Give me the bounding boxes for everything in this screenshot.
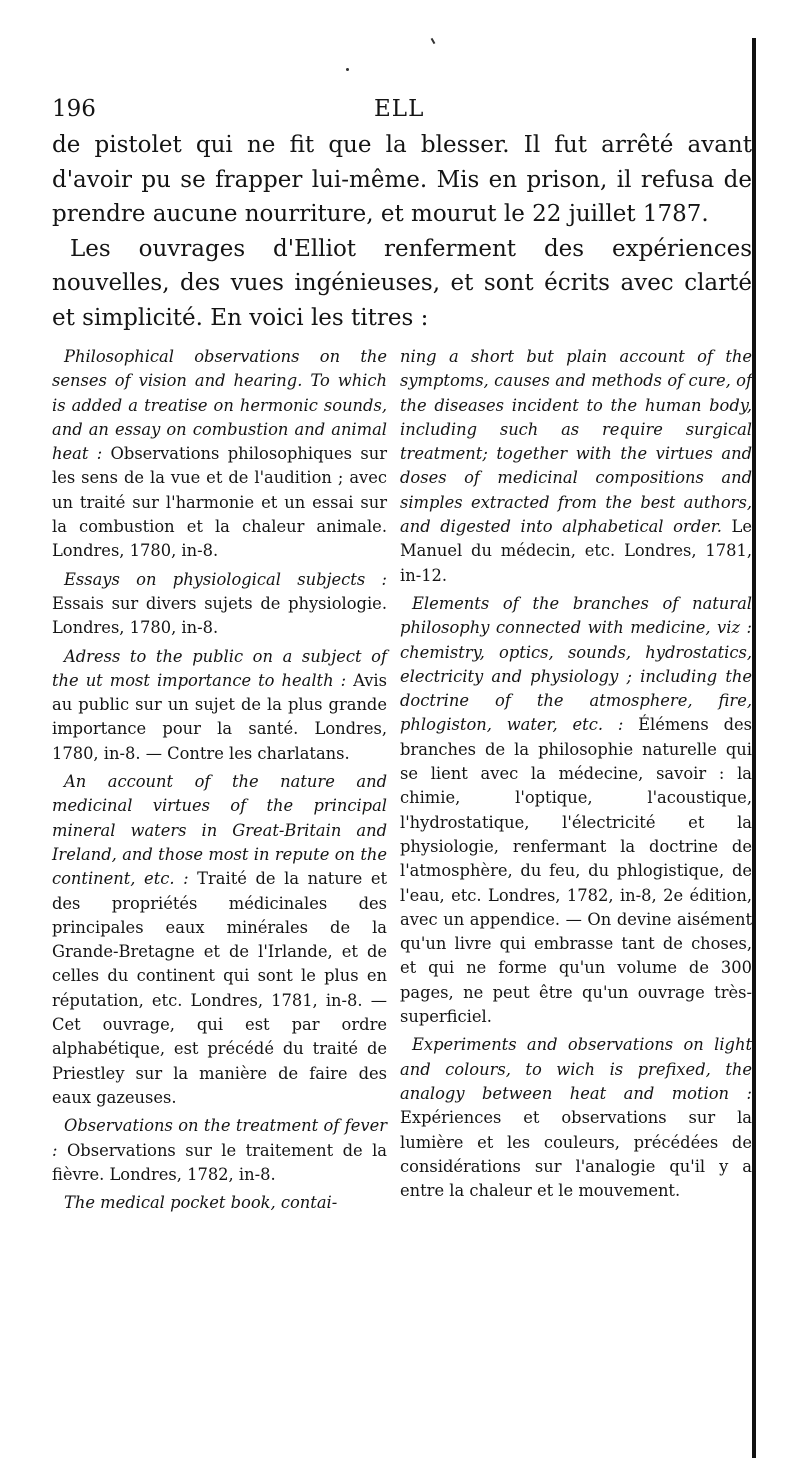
entry-text: Expériences et observations sur la lumière et les couleurs, précédées de considérations sur l'analogie qu'il y a entre la chaleur et le mouvement.	[400, 1108, 752, 1201]
bibliography-entry	[52, 1191, 387, 1215]
entry-title: ning a short but plain account of the symptoms, causes and methods of cure, of the diseases incident to the human body, including such as require surgical treatment; together with the virtues and doses of medicinal compositions and simples extracted from the best authors, and digested into alphabetical order.	[400, 347, 752, 537]
entry-text: Traité de la nature et des propriétés médicinales des principales eaux minérales de la Grande-Bretagne et de l'Irlande, et de celles du continent qui sont le plus en réputation, etc. Londres, 1781, in-8. — Cet ouvrage, qui est par ordre alphabétique, est précédé du traité de Priestley sur la manière de faire des eaux gazeuses.	[52, 869, 387, 1107]
intro-paragraph-2: Les ouvrages d'Elliot renferment des expériences nouvelles, des vues ingénieuses, et sont écrits avec clarté et simplicité. En voici les titres :	[52, 235, 752, 331]
bibliography-entry	[52, 1114, 387, 1187]
left-column	[52, 345, 387, 1219]
entry-text: Essais sur divers sujets de physiologie. Londres, 1780, in-8.	[52, 593, 387, 638]
bibliography-entry	[400, 592, 752, 1029]
entry-title: Observations on the treatment of fever :	[52, 1116, 387, 1160]
entry-title: Experiments and observations on light and colours, to wich is prefixed, the analogy between heat and motion :	[400, 1035, 752, 1103]
bibliography-entry	[52, 345, 387, 564]
entry-text: Avis au public sur un sujet de la plus grande importance pour la santé. Londres, 1780, in-8. — Contre les charlatans.	[52, 670, 387, 763]
entry-text: Observations sur le traitement de la fièvre. Londres, 1782, in-8.	[52, 1140, 387, 1184]
page-number: 196	[52, 96, 96, 122]
entry-text: Observations philosophiques sur les sens de la vue et de l'audition ; avec un traité sur l'harmonie et un essai sur la combustion et la chaleur animale. Londres, 1780, in-8.	[52, 444, 387, 561]
running-head	[52, 96, 752, 126]
entry-title: Essays on physiological subjects :	[64, 569, 387, 589]
entry-title: Philosophical observations on the senses of vision and hearing. To which is added a treatise on hermonic sounds, and an essay on combustion and animal heat :	[52, 347, 387, 464]
bibliography-entry	[52, 645, 387, 766]
intro-text	[52, 128, 752, 335]
page-edge-rule	[752, 38, 756, 1458]
print-speck	[431, 38, 436, 44]
entry-title: An account of the nature and medicinal virtues of the principal mineral waters in Great-Britain and Ireland, and those most in repute on the continent, etc. :	[52, 772, 387, 889]
entry-title: The medical pocket book, contai-	[64, 1193, 338, 1213]
right-column	[400, 345, 752, 1207]
bibliography-entry	[52, 568, 387, 641]
intro-paragraph-1: de pistolet qui ne fit que la blesser. Il fut arrêté avant d'avoir pu se frapper lui-même. Mis en prison, il refusa de prendre aucune nourriture, et mourut le 22 juillet 1787.	[52, 132, 752, 227]
entry-text: Élémens des branches de la philosophie naturelle qui se lient avec la médecine, savoir : la chimie, l'optique, l'acoustique, l'hydrostatique, l'électricité et la physiologie, renfermant la doctrine de l'atmosphère, du feu, du phlogistique, de l'eau, etc. Londres, 1782, in-8, 2e édition, avec un appendice. — On devine aisément qu'un livre qui embrasse tant de choses, et qui ne forme qu'un volume de 300 pages, ne peut être qu'un ouvrage très-superficiel.	[400, 715, 752, 1027]
print-speck	[346, 68, 349, 71]
bibliography-entry	[400, 1033, 752, 1203]
entry-text: Le Manuel du médecin, etc. Londres, 1781, in-12.	[400, 517, 752, 585]
running-title: ELL	[374, 96, 425, 122]
entry-title: Elements of the branches of natural philosophy connected with medicine, viz : chemistry, optics, sounds, hydrostatics, electricity and physiology ; including the doctrine of the atmosphere, fire, phlogiston, water, etc. :	[400, 593, 752, 735]
entry-title: Adress to the public on a subject of the ut most importance to health :	[52, 646, 387, 690]
bibliography-entry	[400, 345, 752, 588]
bibliography-entry	[52, 770, 387, 1110]
